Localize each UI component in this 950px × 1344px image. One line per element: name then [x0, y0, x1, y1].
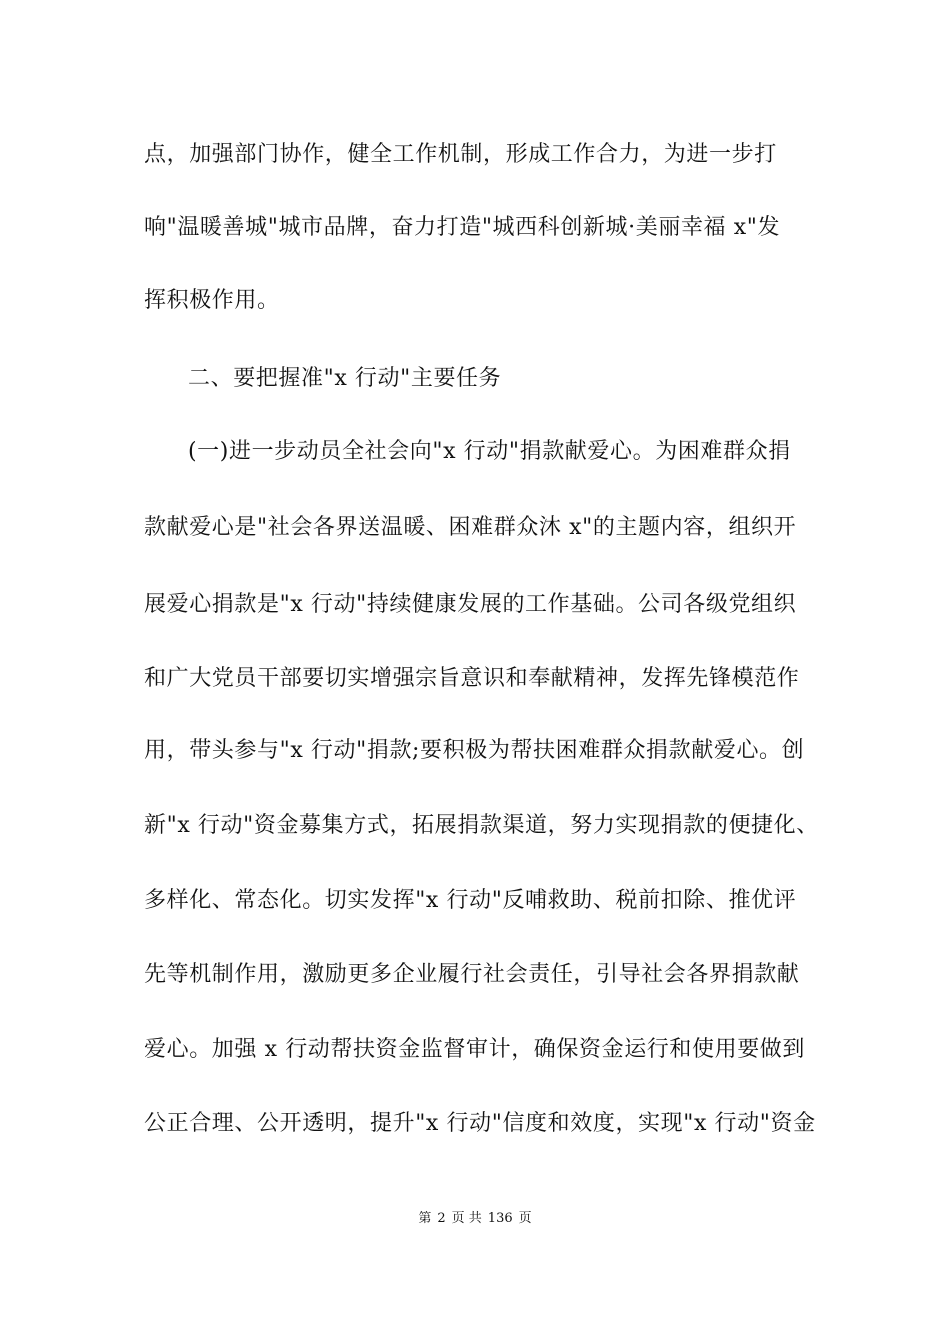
body-line-3: 挥积极作用。 [144, 288, 280, 313]
footer-total-pages: 136 [487, 1211, 513, 1226]
body-line-6: 款献爱心是"社会各界送温暖、困难群众沐 x"的主题内容，组织开 [144, 515, 797, 540]
body-line-10: 新"x 行动"资金募集方式，拓展捐款渠道，努力实现捐款的便捷化、 [144, 813, 819, 838]
body-line-14: 公正合理、公开透明，提升"x 行动"信度和效度，实现"x 行动"资金 [144, 1111, 816, 1136]
body-line-7: 展爱心捐款是"x 行动"持续健康发展的工作基础。公司各级党组织 [144, 592, 797, 617]
footer-suffix: 页 [518, 1211, 532, 1226]
body-line-1: 点，加强部门协作，健全工作机制，形成工作合力，为进一步打 [144, 142, 777, 167]
body-line-13: 爱心。加强 x 行动帮扶资金监督审计，确保资金运行和使用要做到 [144, 1037, 805, 1062]
section-heading: 二、要把握准"x 行动"主要任务 [188, 366, 502, 391]
footer-prefix: 第 [418, 1211, 432, 1226]
footer-current-page: 2 [437, 1211, 446, 1226]
body-line-9: 用，带头参与"x 行动"捐款;要积极为帮扶困难群众捐款献爱心。创 [144, 738, 805, 763]
body-line-12: 先等机制作用，激励更多企业履行社会责任，引导社会各界捐款献 [144, 962, 800, 987]
page-footer [0, 1209, 950, 1229]
body-line-8: 和广大党员干部要切实增强宗旨意识和奉献精神，发挥先锋模范作 [144, 666, 800, 691]
body-line-11: 多样化、常态化。切实发挥"x 行动"反哺救助、税前扣除、推优评 [144, 888, 797, 913]
footer-middle: 页 共 [451, 1211, 482, 1226]
subsection-first-line: (一)进一步动员全社会向"x 行动"捐款献爱心。为困难群众捐 [188, 439, 791, 464]
body-line-2: 响"温暖善城"城市品牌，奋力打造"城西科创新城·美丽幸福 x"发 [144, 215, 781, 240]
